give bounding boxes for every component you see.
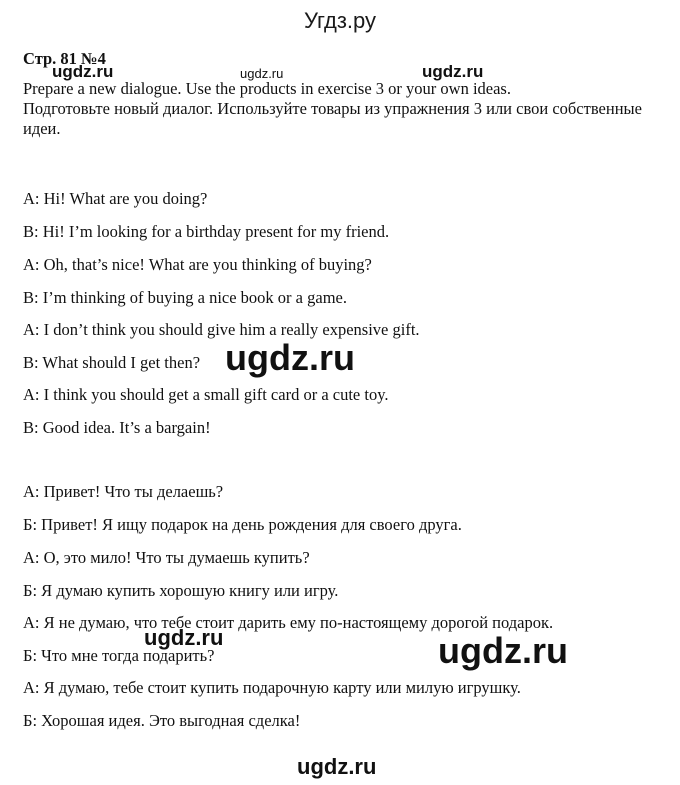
- site-header-title: Угдз.ру: [303, 8, 377, 33]
- dialogue-ru-line: Б: Хорошая идея. Это выгодная сделка!: [23, 711, 301, 730]
- dialogue-ru-line: А: О, это мило! Что ты думаешь купить?: [23, 548, 310, 567]
- page-heading: Стр. 81 №4: [23, 49, 106, 68]
- dialogue-ru-line: Б: Я думаю купить хорошую книгу или игру.: [23, 581, 339, 600]
- dialogue-en-line: A: Hi! What are you doing?: [23, 189, 208, 208]
- dialogue-en-line: B: Hi! I’m looking for a birthday present for my friend.: [23, 222, 390, 241]
- task-instructions: [23, 79, 663, 139]
- watermark-lower-left: ugdz.ru: [144, 625, 224, 650]
- watermark-bottom: ugdz.ru: [297, 754, 377, 779]
- dialogue-en-line: B: What should I get then?: [23, 353, 201, 372]
- watermark-top-center: ugdz.ru: [240, 66, 284, 81]
- dialogue-ru-line: Б: Что мне тогда подарить?: [23, 646, 215, 665]
- dialogue-ru-line: А: Я думаю, тебе стоит купить подарочную карту или милую игрушку.: [23, 678, 521, 697]
- dialogue-en-line: A: I think you should get a small gift card or a cute toy.: [23, 385, 389, 404]
- dialogue-ru-line: А: Привет! Что ты делаешь?: [23, 482, 224, 501]
- watermark-middle: ugdz.ru: [225, 337, 355, 378]
- dialogue-en-line: B: I’m thinking of buying a nice book or a game.: [23, 288, 347, 307]
- watermark-top-right: ugdz.ru: [422, 62, 484, 81]
- watermark-lower-right: ugdz.ru: [438, 630, 568, 671]
- dialogue-en-line: A: Oh, that’s nice! What are you thinking of buying?: [23, 255, 372, 274]
- dialogue-ru-line: А: Я не думаю, что тебе стоит дарить ему по-настоящему дорогой подарок.: [23, 613, 554, 632]
- dialogue-ru-line: Б: Привет! Я ищу подарок на день рождения для своего друга.: [23, 515, 462, 534]
- watermark-top-left: ugdz.ru: [52, 62, 114, 81]
- dialogue-en-line: A: I don’t think you should give him a really expensive gift.: [23, 320, 420, 339]
- task-text-en: Prepare a new dialogue. Use the products in exercise 3 or your own ideas.: [23, 79, 511, 98]
- task-text-ru: Подготовьте новый диалог. Используйте товары из упражнения 3 или свои собственные идеи.: [23, 99, 642, 138]
- dialogue-en-line: B: Good idea. It’s a bargain!: [23, 418, 211, 437]
